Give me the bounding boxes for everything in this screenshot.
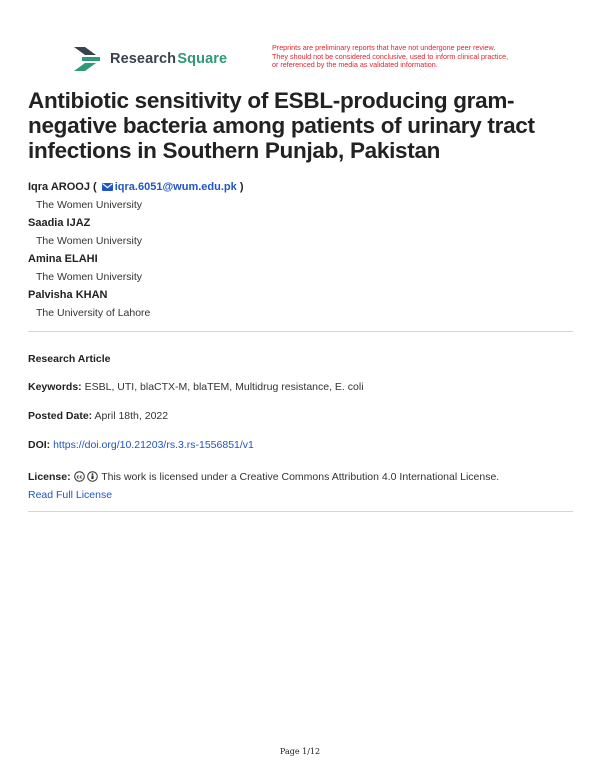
research-square-logo[interactable] bbox=[74, 46, 227, 72]
svg-text:cc: cc bbox=[76, 474, 82, 481]
page-number: Page 1/12 bbox=[279, 747, 321, 756]
author-entry bbox=[28, 178, 568, 214]
author-affiliation: The Women University bbox=[36, 235, 143, 247]
doi-label: DOI: bbox=[28, 439, 51, 451]
preprint-disclaimer bbox=[272, 44, 552, 70]
posted-date-label: Posted Date: bbox=[28, 410, 93, 422]
keywords-line bbox=[28, 380, 573, 395]
divider bbox=[28, 511, 573, 512]
author-entry bbox=[28, 250, 568, 286]
author-email-link[interactable]: iqra.6051@wum.edu.pk bbox=[114, 181, 237, 193]
disclaimer-line: They should not be considered conclusive, used to inform clinical practice, bbox=[272, 51, 509, 61]
license-text: This work is licensed under a Creative Commons Attribution 4.0 International License. bbox=[101, 471, 500, 483]
disclaimer-line: or referenced by the media as validated information. bbox=[272, 60, 438, 70]
email-open-paren: ( bbox=[93, 181, 97, 193]
author-affiliation: The Women University bbox=[36, 271, 143, 283]
posted-date-line bbox=[28, 409, 573, 424]
doi-link[interactable]: https://doi.org/10.21203/rs.3.rs-1556851/v1 bbox=[53, 439, 254, 451]
author-name-line bbox=[28, 178, 568, 196]
posted-date-value: April 18th, 2022 bbox=[94, 410, 169, 422]
author-name: Palvisha KHAN bbox=[28, 289, 108, 301]
email-close-paren: ) bbox=[239, 181, 244, 193]
author-entry bbox=[28, 286, 568, 322]
license-line bbox=[28, 468, 573, 504]
paper-title: Antibiotic sensitivity of ESBL-producing gram-negative bacteria among patients of urinary tract infections in Southern Punjab, Pakistan bbox=[28, 88, 535, 163]
research-square-logo-icon bbox=[74, 47, 102, 71]
author-entry bbox=[28, 214, 568, 250]
author-name: Amina ELAHI bbox=[28, 253, 98, 265]
keywords-value: ESBL, UTI, blaCTX-M, blaTEM, Multidrug resistance, E. coli bbox=[84, 381, 364, 393]
brand-name bbox=[110, 51, 227, 67]
envelope-icon bbox=[102, 183, 113, 191]
doi-line bbox=[28, 438, 573, 453]
brand-part-2: Square bbox=[177, 51, 228, 67]
keywords-label: Keywords: bbox=[28, 381, 82, 393]
disclaimer-line: Preprints are preliminary reports that have not undergone peer review. bbox=[272, 43, 496, 52]
read-full-license-link[interactable]: Read Full License bbox=[28, 489, 113, 501]
author-name: Saadia IJAZ bbox=[28, 217, 91, 229]
article-type: Research Article bbox=[28, 353, 111, 365]
cc-icon bbox=[74, 471, 85, 482]
license-label: License: bbox=[28, 471, 71, 483]
brand-part-1: Research bbox=[110, 51, 177, 67]
author-email-wrapper bbox=[93, 181, 243, 193]
author-list bbox=[28, 178, 568, 322]
author-affiliation: The Women University bbox=[36, 199, 143, 211]
author-name: Iqra AROOJ bbox=[28, 181, 90, 193]
author-affiliation: The University of Lahore bbox=[36, 307, 151, 319]
divider bbox=[28, 331, 573, 332]
by-icon bbox=[87, 471, 98, 482]
